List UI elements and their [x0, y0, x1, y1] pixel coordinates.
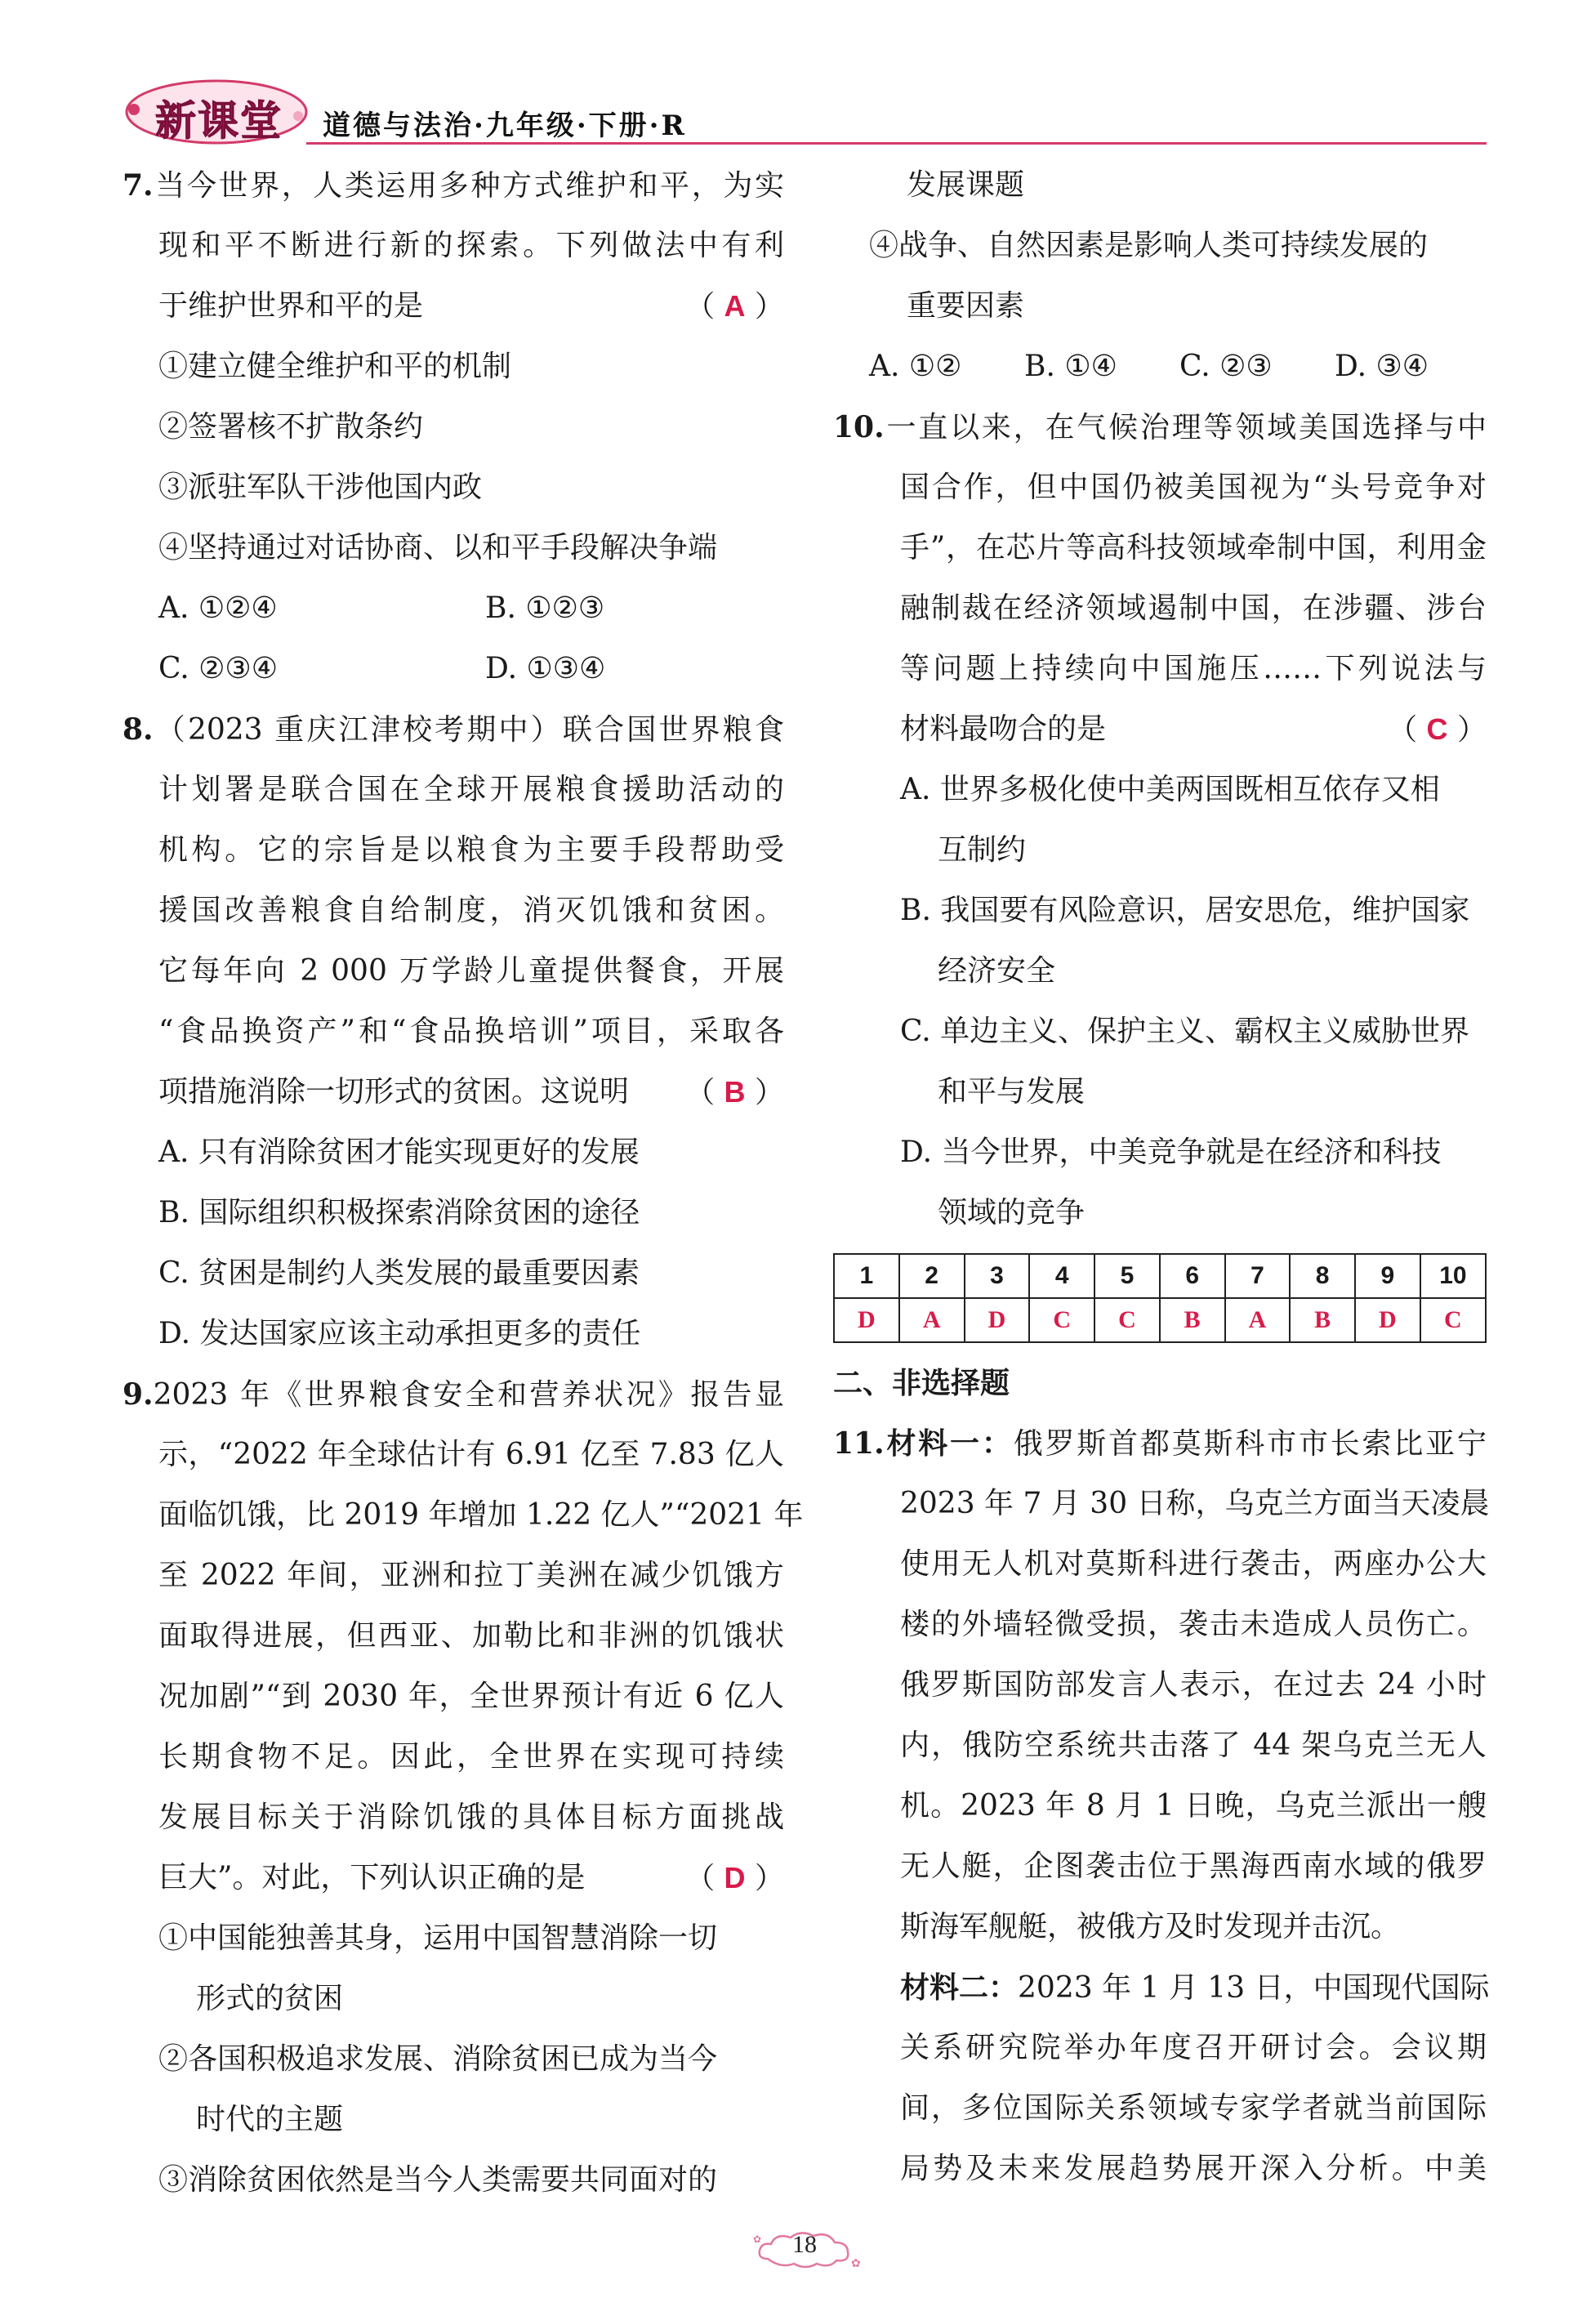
answer-table-ans: A: [899, 1298, 965, 1342]
q10-line-3: 手”，在芯片等高科技领域牵制中国，利用金: [900, 531, 1487, 564]
q9-item-2: ②各国积极追求发展、消除贫困已成为当今: [158, 2042, 718, 2076]
q11-m1-line-7: 机。2023 年 8 月 1 日晚，乌克兰派出一艘: [900, 1789, 1487, 1823]
q11-m1-line-9: 斯海军舰艇，被俄方及时发现并击沉。: [900, 1910, 1401, 1943]
q9-line-2: 示，“2022 年全球估计有 6.91 亿至 7.83 亿人: [158, 1438, 784, 1471]
q8-line-4: 援国改善粮食自给制度，消灭饥饿和贫困。: [158, 894, 784, 927]
q10-option-d: D. 当今世界，中美竞争就是在经济和科技: [900, 1136, 1442, 1169]
q9-options-row: [833, 337, 1487, 397]
q11-material-2-label: 材料二：: [900, 1970, 1019, 2005]
q8-option-b: B. 国际组织积极探索消除贫困的途径: [158, 1196, 640, 1229]
q7-answer: （ A ）: [685, 289, 784, 324]
question-10: [833, 397, 1487, 1243]
q9-line-5: 面取得进展，但西亚、加勒比和非洲的饥饿状: [158, 1619, 784, 1653]
q11-m1-line-3: 使用无人机对莫斯科进行袭击，两座办公大: [900, 1547, 1487, 1581]
answer-table-ans: A: [1225, 1298, 1291, 1342]
q7-item-1: ①建立健全维护和平的机制: [158, 350, 512, 383]
left-column: [123, 155, 804, 2211]
answer-table-ans: C: [1094, 1298, 1160, 1342]
q11-m2-line-2: 关系研究院举办年度召开研讨会。会议期: [900, 2031, 1487, 2064]
q10-option-c-cont: 和平与发展: [938, 1075, 1086, 1109]
q7-item-4: ④坚持通过对话协商、以和平手段解决争端: [158, 531, 718, 564]
q10-option-b-cont: 经济安全: [938, 954, 1056, 988]
page-header: [123, 75, 1487, 149]
q7-line-1: 7.当今世界，人类运用多种方式维护和平，为实: [123, 168, 784, 203]
q9-option-b: B. ①④: [1024, 350, 1117, 383]
q11-m1-line-5: 俄罗斯国防部发言人表示，在过去 24 小时: [900, 1668, 1487, 1702]
q9-item-1-cont: 形式的贫困: [196, 1982, 344, 2015]
q9-option-d: D. ③④: [1335, 350, 1429, 383]
q9-item-4: ④战争、自然因素是影响人类可持续发展的: [869, 229, 1429, 262]
answer-table-number-row: [834, 1254, 1486, 1298]
q8-line-1: 8.（2023 重庆江津校考期中）联合国世界粮食: [123, 712, 784, 747]
q7-item-2: ②签署核不扩散条约: [158, 410, 424, 444]
q9-item-3: ③消除贫困依然是当今人类需要共同面对的: [158, 2163, 718, 2197]
q9-line-3: 面临饥饿，比 2019 年增加 1.22 亿人”“2021 年: [158, 1498, 804, 1532]
q10-number: 10.: [833, 410, 885, 444]
svg-text:✿: ✿: [753, 2233, 762, 2245]
answer-table-num: 9: [1355, 1254, 1420, 1298]
q8-answer: （ B ）: [685, 1075, 784, 1109]
question-7: [123, 155, 784, 699]
q10-option-a-cont: 互制约: [938, 833, 1027, 867]
q11-m2-line-3: 间，多位国际关系领域专家学者就当前国际: [900, 2091, 1487, 2125]
q8-line-3: 机构。它的宗旨是以粮食为主要手段帮助受: [158, 833, 784, 867]
answer-table-num: 5: [1094, 1254, 1160, 1298]
question-8: [123, 699, 784, 1364]
q9-line-4: 至 2022 年间，亚洲和拉丁美洲在减少饥饿方: [158, 1559, 784, 1592]
q9-line-1: 9.2023 年《世界粮食安全和营养状况》报告显: [123, 1377, 784, 1412]
q9-item-1: ①中国能独善其身，运用中国智慧消除一切: [158, 1921, 718, 1955]
answer-table-num: 3: [965, 1254, 1030, 1298]
q7-options-row-2: [123, 639, 784, 699]
q8-line-2: 计划署是联合国在全球开展粮食援助活动的: [158, 773, 784, 806]
q11-material-1-label: 材料一：: [884, 1426, 1014, 1461]
answer-table-num: 7: [1225, 1254, 1291, 1298]
page-number-text: 18: [792, 2231, 817, 2258]
q10-answer: （ C ）: [1388, 712, 1487, 747]
question-11: [833, 1413, 1490, 2199]
q9-item-2-cont: 时代的主题: [196, 2103, 344, 2136]
header-subject: 道德与法治·九年级·下册·R: [323, 109, 687, 142]
q9-answer: （ D ）: [685, 1861, 784, 1895]
q10-line-5: 等问题上持续向中国施压……下列说法与: [900, 652, 1487, 685]
answer-table-num: 2: [899, 1254, 965, 1298]
answer-table-ans: B: [1290, 1298, 1355, 1342]
q11-m1-line-4: 楼的外墙轻微受损，袭击未造成人员伤亡。: [900, 1608, 1487, 1641]
q8-option-d: D. 发达国家应该主动承担更多的责任: [158, 1317, 641, 1350]
logo: [123, 75, 310, 149]
q7-option-b: B. ①②③: [485, 591, 605, 625]
q7-number: 7.: [123, 168, 154, 203]
q9-item-4-cont: 重要因素: [907, 289, 1025, 323]
answer-table-num: 1: [834, 1254, 899, 1298]
q11-line-1: 11.材料一：俄罗斯首都莫斯科市市长索比亚宁: [833, 1426, 1487, 1461]
q11-m2-line-1: 材料二：2023 年 1 月 13 日，中国现代国际: [900, 1970, 1490, 2005]
answer-table-ans: B: [1160, 1298, 1225, 1342]
q9-line-8: 发展目标关于消除饥饿的具体目标方面挑战: [158, 1800, 784, 1834]
q9-item-3-cont: 发展课题: [907, 168, 1025, 202]
right-column: [833, 155, 1490, 2199]
q8-line-5: 它每年向 2 000 万学龄儿童提供餐食，开展: [158, 954, 784, 988]
answer-table-num: 10: [1420, 1254, 1486, 1298]
logo-text: 新课堂: [155, 96, 283, 145]
q10-option-a: A. 世界多极化使中美两国既相互依存又相: [900, 773, 1440, 806]
q10-line-2: 国合作，但中国仍被美国视为“头号竞争对: [900, 471, 1487, 504]
q9-line-9: 巨大”。对此，下列认识正确的是 （ D ）: [123, 1848, 784, 1908]
answer-table-ans: D: [1355, 1298, 1420, 1342]
q7-option-c: C. ②③④: [158, 652, 278, 685]
answer-table-num: 8: [1290, 1254, 1355, 1298]
q9-number: 9.: [123, 1377, 154, 1412]
q7-line-3: 于维护世界和平的是 （ A ）: [123, 276, 784, 337]
q10-option-b: B. 我国要有风险意识，居安思危，维护国家: [900, 894, 1470, 927]
q10-line-4: 融制裁在经济领域遏制中国，在涉疆、涉台: [900, 591, 1487, 625]
q9-line-7: 长期食物不足。因此，全世界在实现可持续: [158, 1740, 784, 1774]
answer-table-answer-row: [834, 1298, 1486, 1342]
svg-text:✿: ✿: [851, 2257, 861, 2270]
q7-item-3: ③派驻军队干涉他国内政: [158, 471, 483, 504]
q7-option-d: D. ①③④: [485, 652, 606, 685]
answer-table-ans: D: [965, 1298, 1030, 1342]
q7-options-row-1: [123, 578, 784, 639]
answer-table-num: 6: [1160, 1254, 1225, 1298]
answer-table: [833, 1253, 1487, 1343]
q10-option-d-cont: 领域的竞争: [938, 1196, 1086, 1229]
q8-option-c: C. 贫困是制约人类发展的最重要因素: [158, 1256, 640, 1290]
header-divider: [306, 142, 1487, 145]
q10-line-1: 10.一直以来，在气候治理等领域美国选择与中: [833, 410, 1487, 444]
q11-m1-line-8: 无人艇，企图袭击位于黑海西南水域的俄罗: [900, 1850, 1487, 1883]
q9-option-c: C. ②③: [1179, 350, 1273, 383]
q7-option-a: A. ①②④: [158, 591, 278, 625]
answer-table-ans: D: [834, 1298, 899, 1342]
q8-option-a: A. 只有消除贫困才能实现更好的发展: [158, 1136, 640, 1169]
q10-line-6: 材料最吻合的是 （ C ）: [833, 699, 1487, 760]
q11-m2-line-4: 局势及未来发展趋势展开深入分析。中美: [900, 2152, 1487, 2185]
q10-option-c: C. 单边主义、保护主义、霸权主义威胁世界: [900, 1015, 1470, 1048]
q8-number: 8.: [123, 712, 154, 747]
q11-number: 11.: [833, 1426, 885, 1461]
q11-m1-line-2: 2023 年 7 月 30 日称，乌克兰方面当天凌晨: [900, 1487, 1490, 1520]
answer-table-num: 4: [1029, 1254, 1094, 1298]
answer-table-ans: C: [1029, 1298, 1094, 1342]
q7-line-2: 现和平不断进行新的探索。下列做法中有利: [158, 229, 784, 262]
q8-line-7: 项措施消除一切形式的贫困。这说明 （ B ）: [123, 1062, 784, 1122]
q9-line-6: 况加剧”“到 2030 年，全世界预计有近 6 亿人: [158, 1680, 784, 1713]
page-number: [751, 2226, 861, 2273]
q8-line-6: “食品换资产”和“食品换培训”项目，采取各: [158, 1015, 784, 1048]
q11-m1-line-6: 内，俄防空系统共击落了 44 架乌克兰无人: [900, 1729, 1487, 1762]
answer-table-ans: C: [1420, 1298, 1486, 1342]
question-9: [123, 1364, 804, 2211]
section-2-title: 二、非选择题: [833, 1366, 1010, 1400]
q9-option-a: A. ①②: [869, 350, 962, 383]
